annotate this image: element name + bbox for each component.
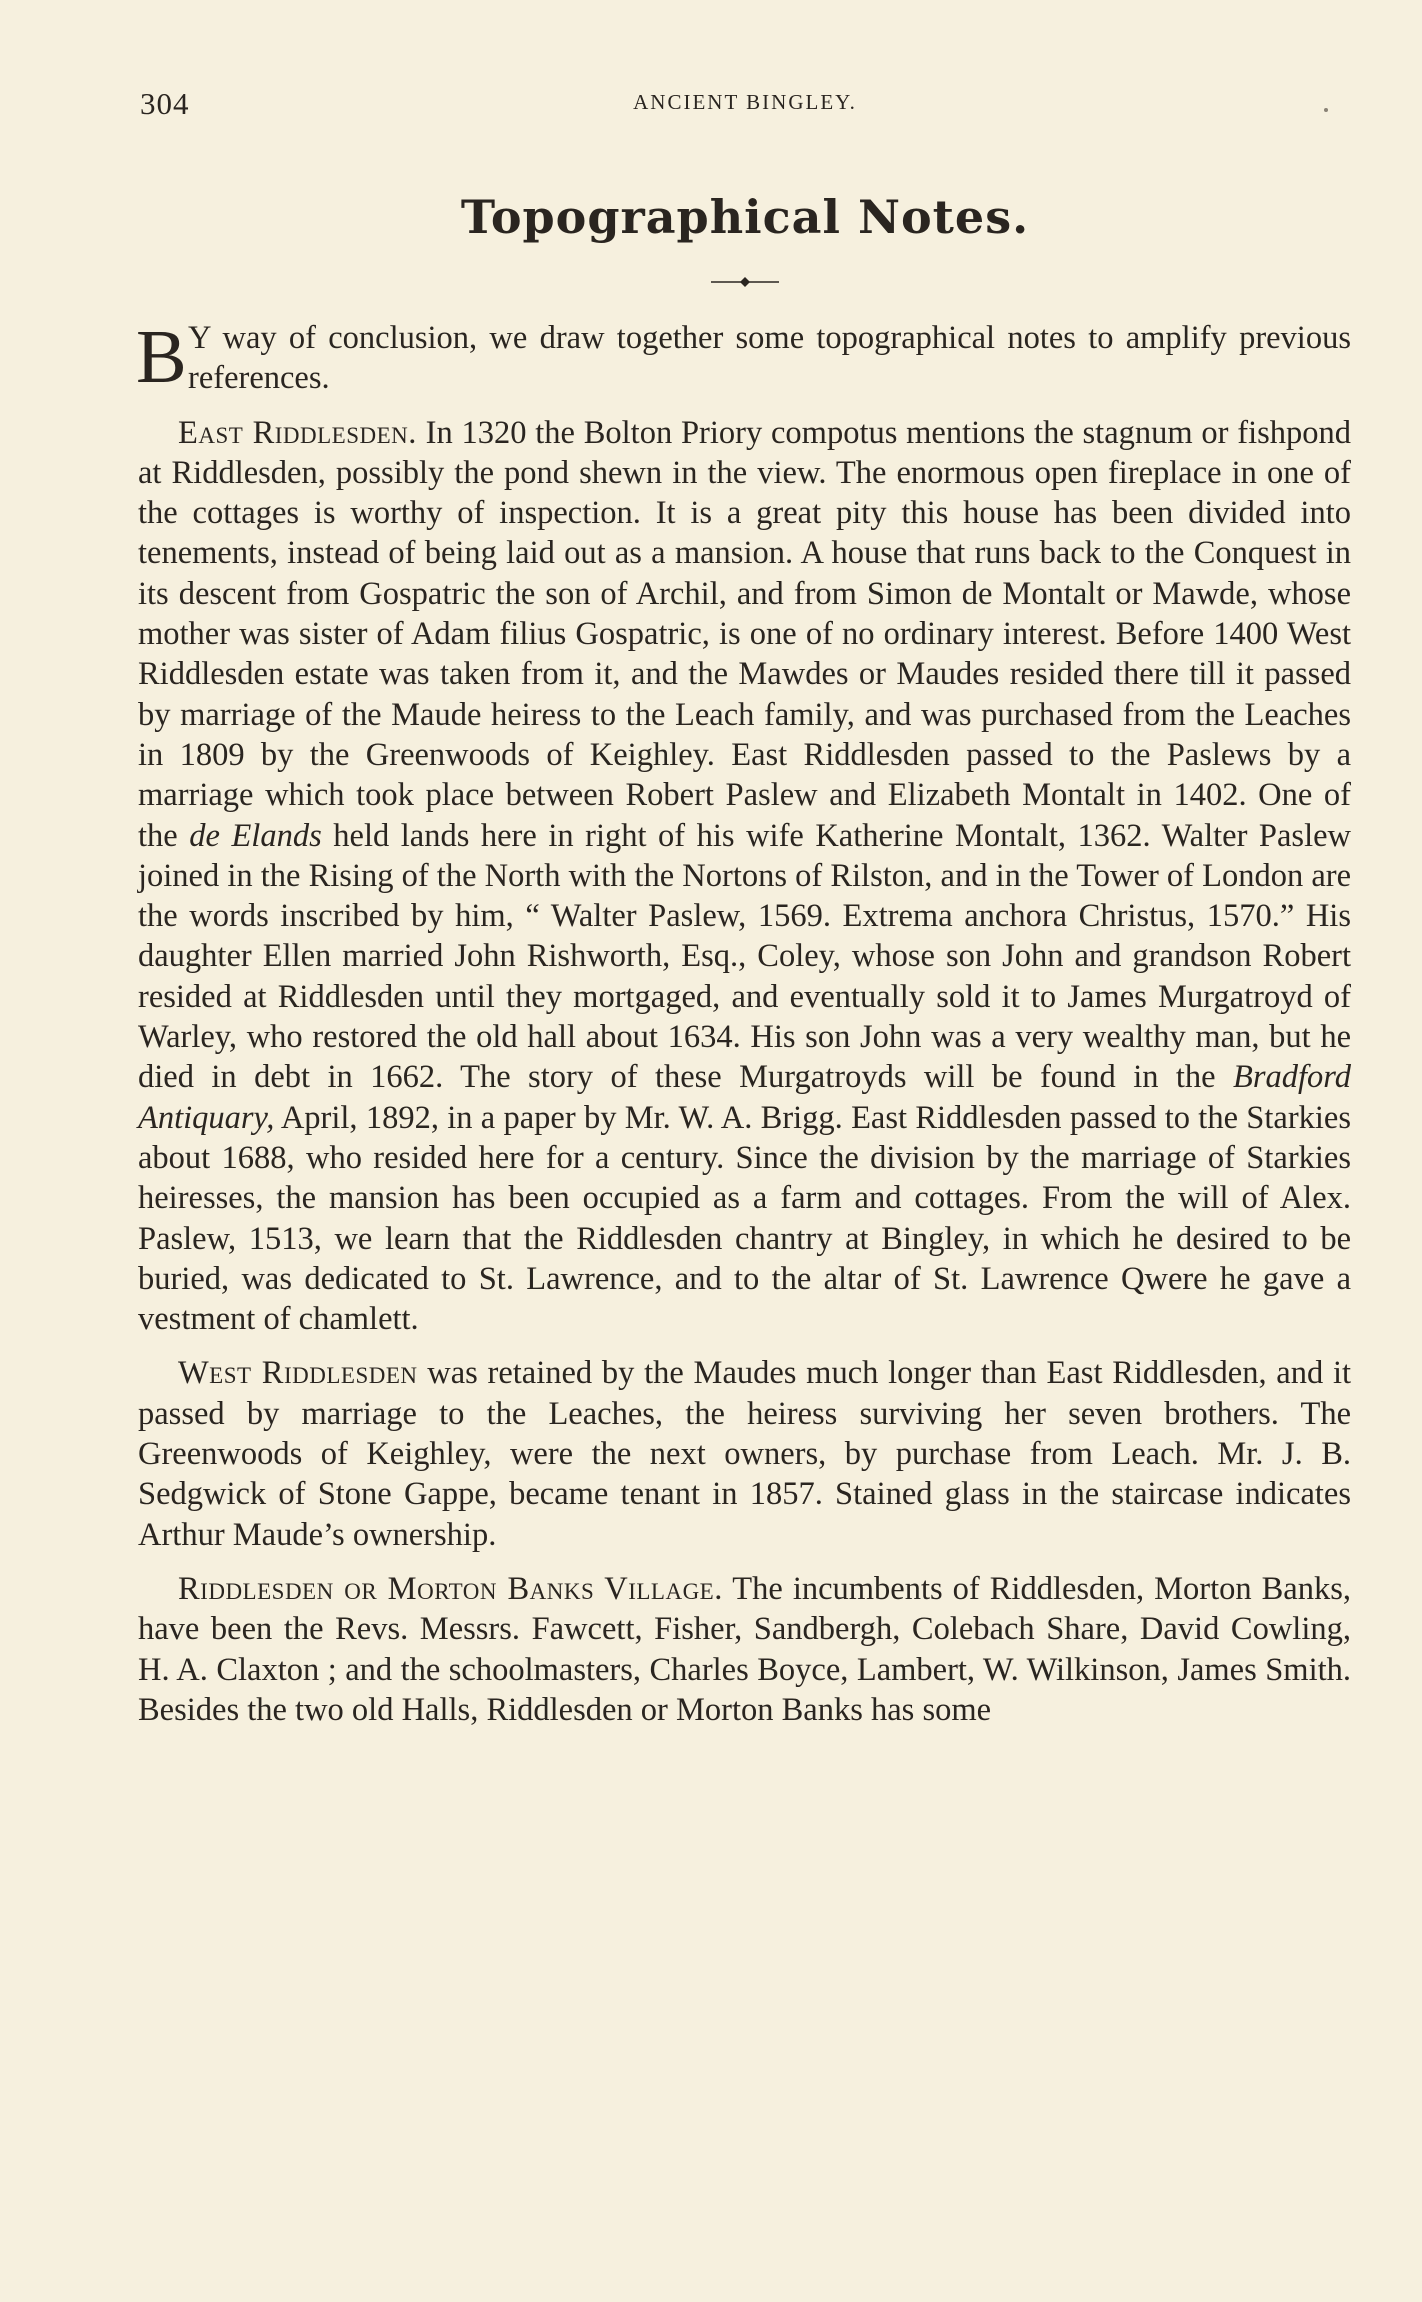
italic-name: de Elands	[189, 817, 322, 854]
paragraph-text: The incumbents of Riddlesden, Morton Banks, have been the Revs. Messrs. Fawcett, Fisher, Sandbergh, Colebach Share, David Cowling, H. A. Claxton ; and the schoolmasters, Charles Boyce, Lambert, W. Wilkinson, James Smith. Besides the two old Halls, Riddlesden or Morton Banks has some	[138, 1570, 1351, 1728]
body-text	[136, 315, 1352, 1730]
paragraph-east-riddlesden	[138, 413, 1351, 1340]
running-head	[140, 86, 1350, 126]
intro-text: Y way of conclusion, we draw together some topographical notes to amplify previous references.	[188, 320, 1351, 397]
paragraph-west-riddlesden	[138, 1353, 1351, 1554]
section-heading: Topographical Notes.	[460, 190, 1030, 244]
running-title: ANCIENT BINGLEY.	[633, 90, 857, 114]
paragraph-morton-banks	[138, 1569, 1351, 1730]
paragraph-text: In 1320 the Bolton Priory compotus mentions the stagnum or fishpond at Riddlesden, possibly the pond shewn in the view. The enormous open fireplace in one of the cottages is worthy of inspection. It is a great pity this house has been divided into tenements, instead of being laid out as a mansion. A house that runs back to the Conquest in its descent from Gospatric the son of Archil, and from Simon de Montalt or Mawde, whose mother was sister of Adam filius Gospatric, is one of no ordinary interest. Before 1400 West Riddlesden estate was taken from it, and the Mawdes or Maudes resided there till it passed by marriage of the Maude heiress to the Leach family, and was purchased from the Leaches in 1809 by the Greenwoods of Keighley. East Riddlesden passed to the Paslews by a marriage which took place between Robert Paslew and Elizabeth Montalt in 1402. One of the	[138, 414, 1351, 854]
diamond-rule-icon	[709, 274, 781, 290]
paragraph-lead: Riddlesden or Morton Banks Village.	[178, 1570, 723, 1607]
drop-cap: B	[136, 315, 187, 399]
ornament-divider	[140, 274, 1350, 294]
intro-paragraph	[136, 315, 1351, 399]
printing-speck	[1324, 108, 1328, 112]
paragraph-text: was retained by the Maudes much longer than East Riddlesden, and it passed by marriage to the Leaches, the heiress surviving her seven brothers. The Greenwoods of Keighley, were the next owners, by purchase from Leach. Mr. J. B. Sedgwick of Stone Gappe, became tenant in 1857. Stained glass in the staircase indicates Arthur Maude’s ownership.	[138, 1355, 1352, 1553]
page-number: 304	[140, 86, 190, 121]
paragraph-lead: East Riddlesden.	[178, 414, 417, 451]
paragraph-text: April, 1892, in a paper by Mr. W. A. Brigg. East Riddlesden passed to the Starkies about 1688, who resided here for a century. Since the division by the marriage of Starkies heiresses, the mansion has been occupied as a farm and cottages. From the will of Alex. Paslew, 1513, we learn that the Riddlesden chantry at Bingley, in which he desired to be buried, was dedicated to St. Lawrence, and to the altar of St. Lawrence Qwere he gave a vestment of chamlett.	[138, 1099, 1351, 1338]
paragraph-text: held lands here in right of his wife Katherine Montalt, 1362. Walter Paslew joined in the Rising of the North with the Nortons of Rilston, and in the Tower of London are the words inscribed by him, “ Walter Paslew, 1569. Extrema anchora Christus, 1570.” His daughter Ellen married John Rishworth, Esq., Coley, whose son John and grandson Robert resided at Riddlesden until they mortgaged, and eventually sold it to James Murgatroyd of Warley, who restored the old hall about 1634. His son John was a very wealthy man, but he died in debt in 1662. The story of these Murgatroyds will be found in the	[138, 817, 1352, 1096]
italic-publication: Bradford Antiquary,	[138, 1059, 1352, 1136]
paragraph-lead: West Riddlesden	[178, 1355, 418, 1392]
